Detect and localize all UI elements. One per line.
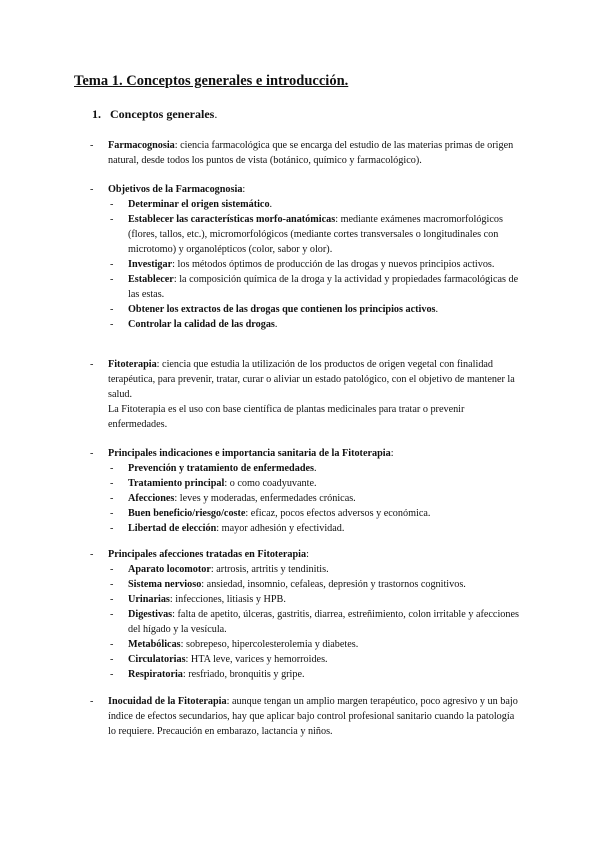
item-text: : resfriado, bronquitis y gripe. bbox=[182, 669, 305, 680]
bullet-dash: - bbox=[110, 579, 114, 590]
bullet-dash: - bbox=[110, 259, 114, 270]
bullet-dash: - bbox=[110, 639, 114, 650]
term: Controlar la calidad de las drogas bbox=[128, 319, 275, 330]
item-text: : los métodos óptimos de producción de las drogas y nuevos principios activos. bbox=[172, 259, 495, 270]
list-item bbox=[90, 302, 522, 317]
section-heading bbox=[92, 106, 217, 122]
bullet-dash: - bbox=[110, 594, 114, 605]
term: Digestivas bbox=[128, 609, 173, 620]
bullet-dash: - bbox=[110, 304, 114, 315]
bullet-dash: - bbox=[110, 199, 114, 210]
term: Metabólicas bbox=[128, 639, 181, 650]
heading-paragraph bbox=[108, 446, 522, 461]
item-text: : leves y moderadas, enfermedades crónicas. bbox=[174, 493, 356, 504]
item-text: . bbox=[435, 304, 439, 315]
bullet-dash: - bbox=[90, 184, 94, 195]
definition-paragraph bbox=[108, 138, 522, 168]
bullet-dash: - bbox=[110, 564, 114, 575]
item-text: : infecciones, litiasis y HPB. bbox=[169, 594, 286, 605]
heading-paragraph bbox=[108, 547, 522, 562]
term: Prevención y tratamiento de enfermedades bbox=[128, 463, 314, 474]
item-text: : mediante exámenes macromorfológicos (flores, tallos, etc.), micromorfológicos (mediante cortes transversales o longitudinales con microtomo) y organolépticos (color, sabor y olor). bbox=[128, 214, 503, 255]
list-item bbox=[90, 461, 522, 476]
definition-text: : ciencia que estudia la utilización de los productos de origen vegetal con finalidad terapéutica, para prevenir, tratar, curar o aliviar un estado patológico, con el objetivo de mantener la salud. bbox=[108, 359, 515, 400]
term: Farmacognosia bbox=[108, 140, 175, 151]
page-title: Tema 1. Conceptos generales e introducción. bbox=[74, 73, 349, 89]
definition-text: : aunque tengan un amplio margen terapéutico, poco agresivo y un bajo índice de efectos secundarios, hay que aplicar bajo control profesional sanitario cuando la patología lo requiere. Precaución en embarazo, lactancia y niños. bbox=[108, 696, 518, 737]
item-text: : falta de apetito, úlceras, gastritis, diarrea, estreñimiento, colon irritable y afecciones del hígado y la vesícula. bbox=[128, 609, 519, 635]
definition-paragraph bbox=[108, 357, 522, 402]
block-indicaciones bbox=[90, 446, 522, 536]
list-item bbox=[90, 577, 522, 592]
objectives-list bbox=[90, 197, 522, 332]
term: Urinarias bbox=[128, 594, 170, 605]
bullet-dash: - bbox=[90, 549, 94, 560]
block-fitoterapia bbox=[90, 357, 522, 432]
definition-text: : bbox=[242, 184, 246, 195]
item-text: : mayor adhesión y efectividad. bbox=[216, 523, 345, 534]
item-text: . bbox=[269, 199, 273, 210]
term: Establecer bbox=[128, 274, 174, 285]
list-item bbox=[90, 476, 522, 491]
term: Sistema nervioso bbox=[128, 579, 202, 590]
list-item bbox=[90, 212, 522, 257]
list-item bbox=[90, 592, 522, 607]
block-afecciones bbox=[90, 547, 522, 682]
term: Aparato locomotor bbox=[128, 564, 211, 575]
term: Obtener los extractos de las drogas que contienen los principios activos bbox=[128, 304, 436, 315]
list-item bbox=[90, 197, 522, 212]
term: Inocuidad de la Fitoterapia bbox=[108, 696, 227, 707]
definition-paragraph bbox=[108, 694, 522, 739]
section-trail: . bbox=[214, 107, 218, 121]
indications-list bbox=[90, 461, 522, 536]
bullet-dash: - bbox=[110, 274, 114, 285]
conditions-list bbox=[90, 562, 522, 682]
list-item bbox=[90, 521, 522, 536]
item-text: . bbox=[274, 319, 278, 330]
bullet-dash: - bbox=[110, 463, 114, 474]
term: Investigar bbox=[128, 259, 173, 270]
list-item bbox=[90, 607, 522, 637]
list-item bbox=[90, 257, 522, 272]
block-objetivos bbox=[90, 182, 522, 332]
bullet-dash: - bbox=[90, 448, 94, 459]
bullet-dash: - bbox=[110, 478, 114, 489]
bullet-dash: - bbox=[110, 523, 114, 534]
list-item bbox=[90, 562, 522, 577]
bullet-dash: - bbox=[110, 508, 114, 519]
bullet-dash: - bbox=[110, 609, 114, 620]
section-label: Conceptos generales bbox=[110, 107, 215, 121]
item-text: : sobrepeso, hipercolesterolemia y diabetes. bbox=[180, 639, 359, 650]
list-item bbox=[90, 506, 522, 521]
item-text: : o como coadyuvante. bbox=[224, 478, 317, 489]
term: Circulatorias bbox=[128, 654, 186, 665]
bullet-dash: - bbox=[110, 654, 114, 665]
definition-text: : ciencia farmacológica que se encarga del estudio de las materias primas de origen natural, desde todos los puntos de vista (botánico, químico y farmacológico). bbox=[108, 140, 514, 166]
list-item bbox=[90, 667, 522, 682]
extra-paragraph: La Fitoterapia es el uso con base científica de plantas medicinales para tratar o prevenir enfermedades. bbox=[108, 404, 465, 430]
bullet-dash: - bbox=[90, 140, 94, 151]
term: Tratamiento principal bbox=[128, 478, 225, 489]
bullet-dash: - bbox=[110, 493, 114, 504]
term: Libertad de elección bbox=[128, 523, 217, 534]
item-text: : eficaz, pocos efectos adversos y económica. bbox=[245, 508, 431, 519]
term: Fitoterapia bbox=[108, 359, 157, 370]
bullet-dash: - bbox=[110, 214, 114, 225]
term: Objetivos de la Farmacognosia bbox=[108, 184, 243, 195]
term: Respiratoria bbox=[128, 669, 183, 680]
list-item bbox=[90, 637, 522, 652]
list-item bbox=[90, 317, 522, 332]
bullet-dash: - bbox=[110, 319, 114, 330]
bullet-dash: - bbox=[90, 359, 94, 370]
term: Determinar el origen sistemático bbox=[128, 199, 270, 210]
term: Establecer las características morfo-anatómicas bbox=[128, 214, 336, 225]
block-inocuidad bbox=[90, 694, 522, 739]
heading-paragraph bbox=[108, 182, 522, 197]
item-text: : artrosis, artritis y tendinitis. bbox=[210, 564, 329, 575]
definition-text: : bbox=[390, 448, 394, 459]
list-item bbox=[90, 652, 522, 667]
item-text: : ansiedad, insomnio, cefaleas, depresión y trastornos cognitivos. bbox=[201, 579, 466, 590]
list-item bbox=[90, 491, 522, 506]
item-text: . bbox=[313, 463, 317, 474]
term: Afecciones bbox=[128, 493, 175, 504]
term: Buen beneficio/riesgo/coste bbox=[128, 508, 246, 519]
bullet-dash: - bbox=[110, 669, 114, 680]
item-text: : la composición química de la droga y la actividad y propiedades farmacológicas de las estas. bbox=[128, 274, 519, 300]
section-number: 1. bbox=[92, 107, 101, 121]
term: Principales indicaciones e importancia sanitaria de la Fitoterapia bbox=[108, 448, 391, 459]
term: Principales afecciones tratadas en Fitoterapia bbox=[108, 549, 307, 560]
block-farmacognosia bbox=[90, 138, 522, 168]
list-item bbox=[90, 272, 522, 302]
item-text: : HTA leve, varices y hemorroides. bbox=[185, 654, 328, 665]
definition-text: : bbox=[306, 549, 309, 560]
bullet-dash: - bbox=[90, 696, 94, 707]
